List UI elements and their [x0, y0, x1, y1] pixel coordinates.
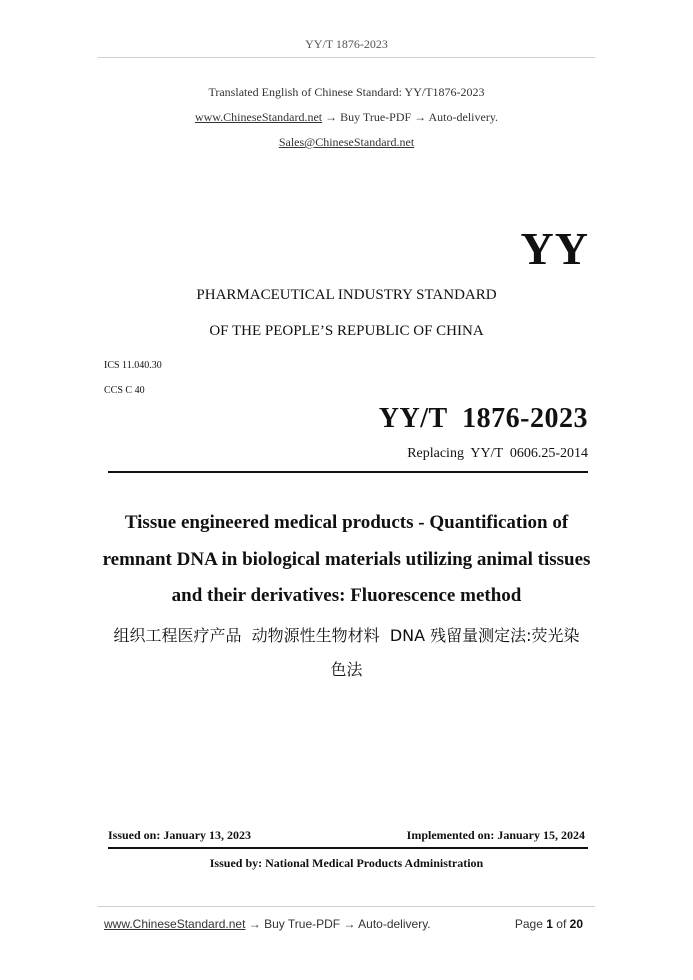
page-indicator [515, 917, 583, 931]
site-link[interactable]: www.ChineseStandard.net [194, 110, 323, 124]
title-en-line-1: Tissue engineered medical products - Quantification of [124, 512, 569, 533]
issuing-authority: Issued by: National Medical Products Administration [209, 856, 484, 870]
arrow-icon: → [248, 917, 261, 931]
title-divider [108, 471, 588, 473]
title-en-line-3: and their derivatives: Fluorescence method [171, 585, 522, 606]
running-header-code: YY/T 1876-2023 [305, 37, 388, 51]
translation-notice: Translated English of Chinese Standard: YY/T1876-2023 [208, 85, 485, 99]
title-en-line-2: remnant DNA in biological materials utilizing animal tissues [102, 549, 591, 570]
page-total: 20 [569, 917, 583, 931]
delivery-text: Auto-delivery. [428, 110, 499, 124]
arrow-icon: → [325, 110, 338, 124]
replacing-note: Replacing YY/T 0606.25-2014 [407, 446, 588, 461]
footer-buy-text: Buy True-PDF [264, 917, 341, 931]
ics-code: ICS 11.040.30 [104, 360, 162, 371]
footer-divider [98, 906, 595, 907]
title-cn-line-1: 组织工程医疗产品 动物源性生物材料 DNA 残留量测定法:荧光染 [113, 626, 580, 645]
buy-text: Buy True-PDF [340, 110, 412, 124]
implemented-on-date: Implemented on: January 15, 2024 [406, 828, 585, 842]
promo-links [0, 110, 693, 125]
standard-mark: YY [520, 223, 589, 274]
industry-standard-line-2: OF THE PEOPLE’S REPUBLIC OF CHINA [209, 323, 484, 339]
sales-email-link[interactable]: Sales@ChineseStandard.net [278, 135, 415, 149]
industry-standard-line-1: PHARMACEUTICAL INDUSTRY STANDARD [196, 287, 497, 303]
footer-links [104, 917, 431, 931]
sales-email-row [0, 135, 693, 150]
ccs-code: CCS C 40 [104, 385, 145, 396]
page-of: of [556, 917, 567, 931]
header-divider [98, 57, 595, 58]
page-label: Page [514, 917, 543, 931]
issued-on-date: Issued on: January 13, 2023 [108, 828, 252, 842]
standard-number: YY/T 1876-2023 [378, 403, 588, 434]
footer-site-link[interactable]: www.ChineseStandard.net [104, 917, 246, 931]
footer-delivery-text: Auto-delivery. [358, 917, 431, 931]
issue-divider [108, 847, 588, 849]
page-current: 1 [546, 917, 553, 931]
title-cn-line-2: 色法 [330, 660, 363, 679]
arrow-icon: → [343, 917, 356, 931]
arrow-icon: → [414, 110, 427, 124]
